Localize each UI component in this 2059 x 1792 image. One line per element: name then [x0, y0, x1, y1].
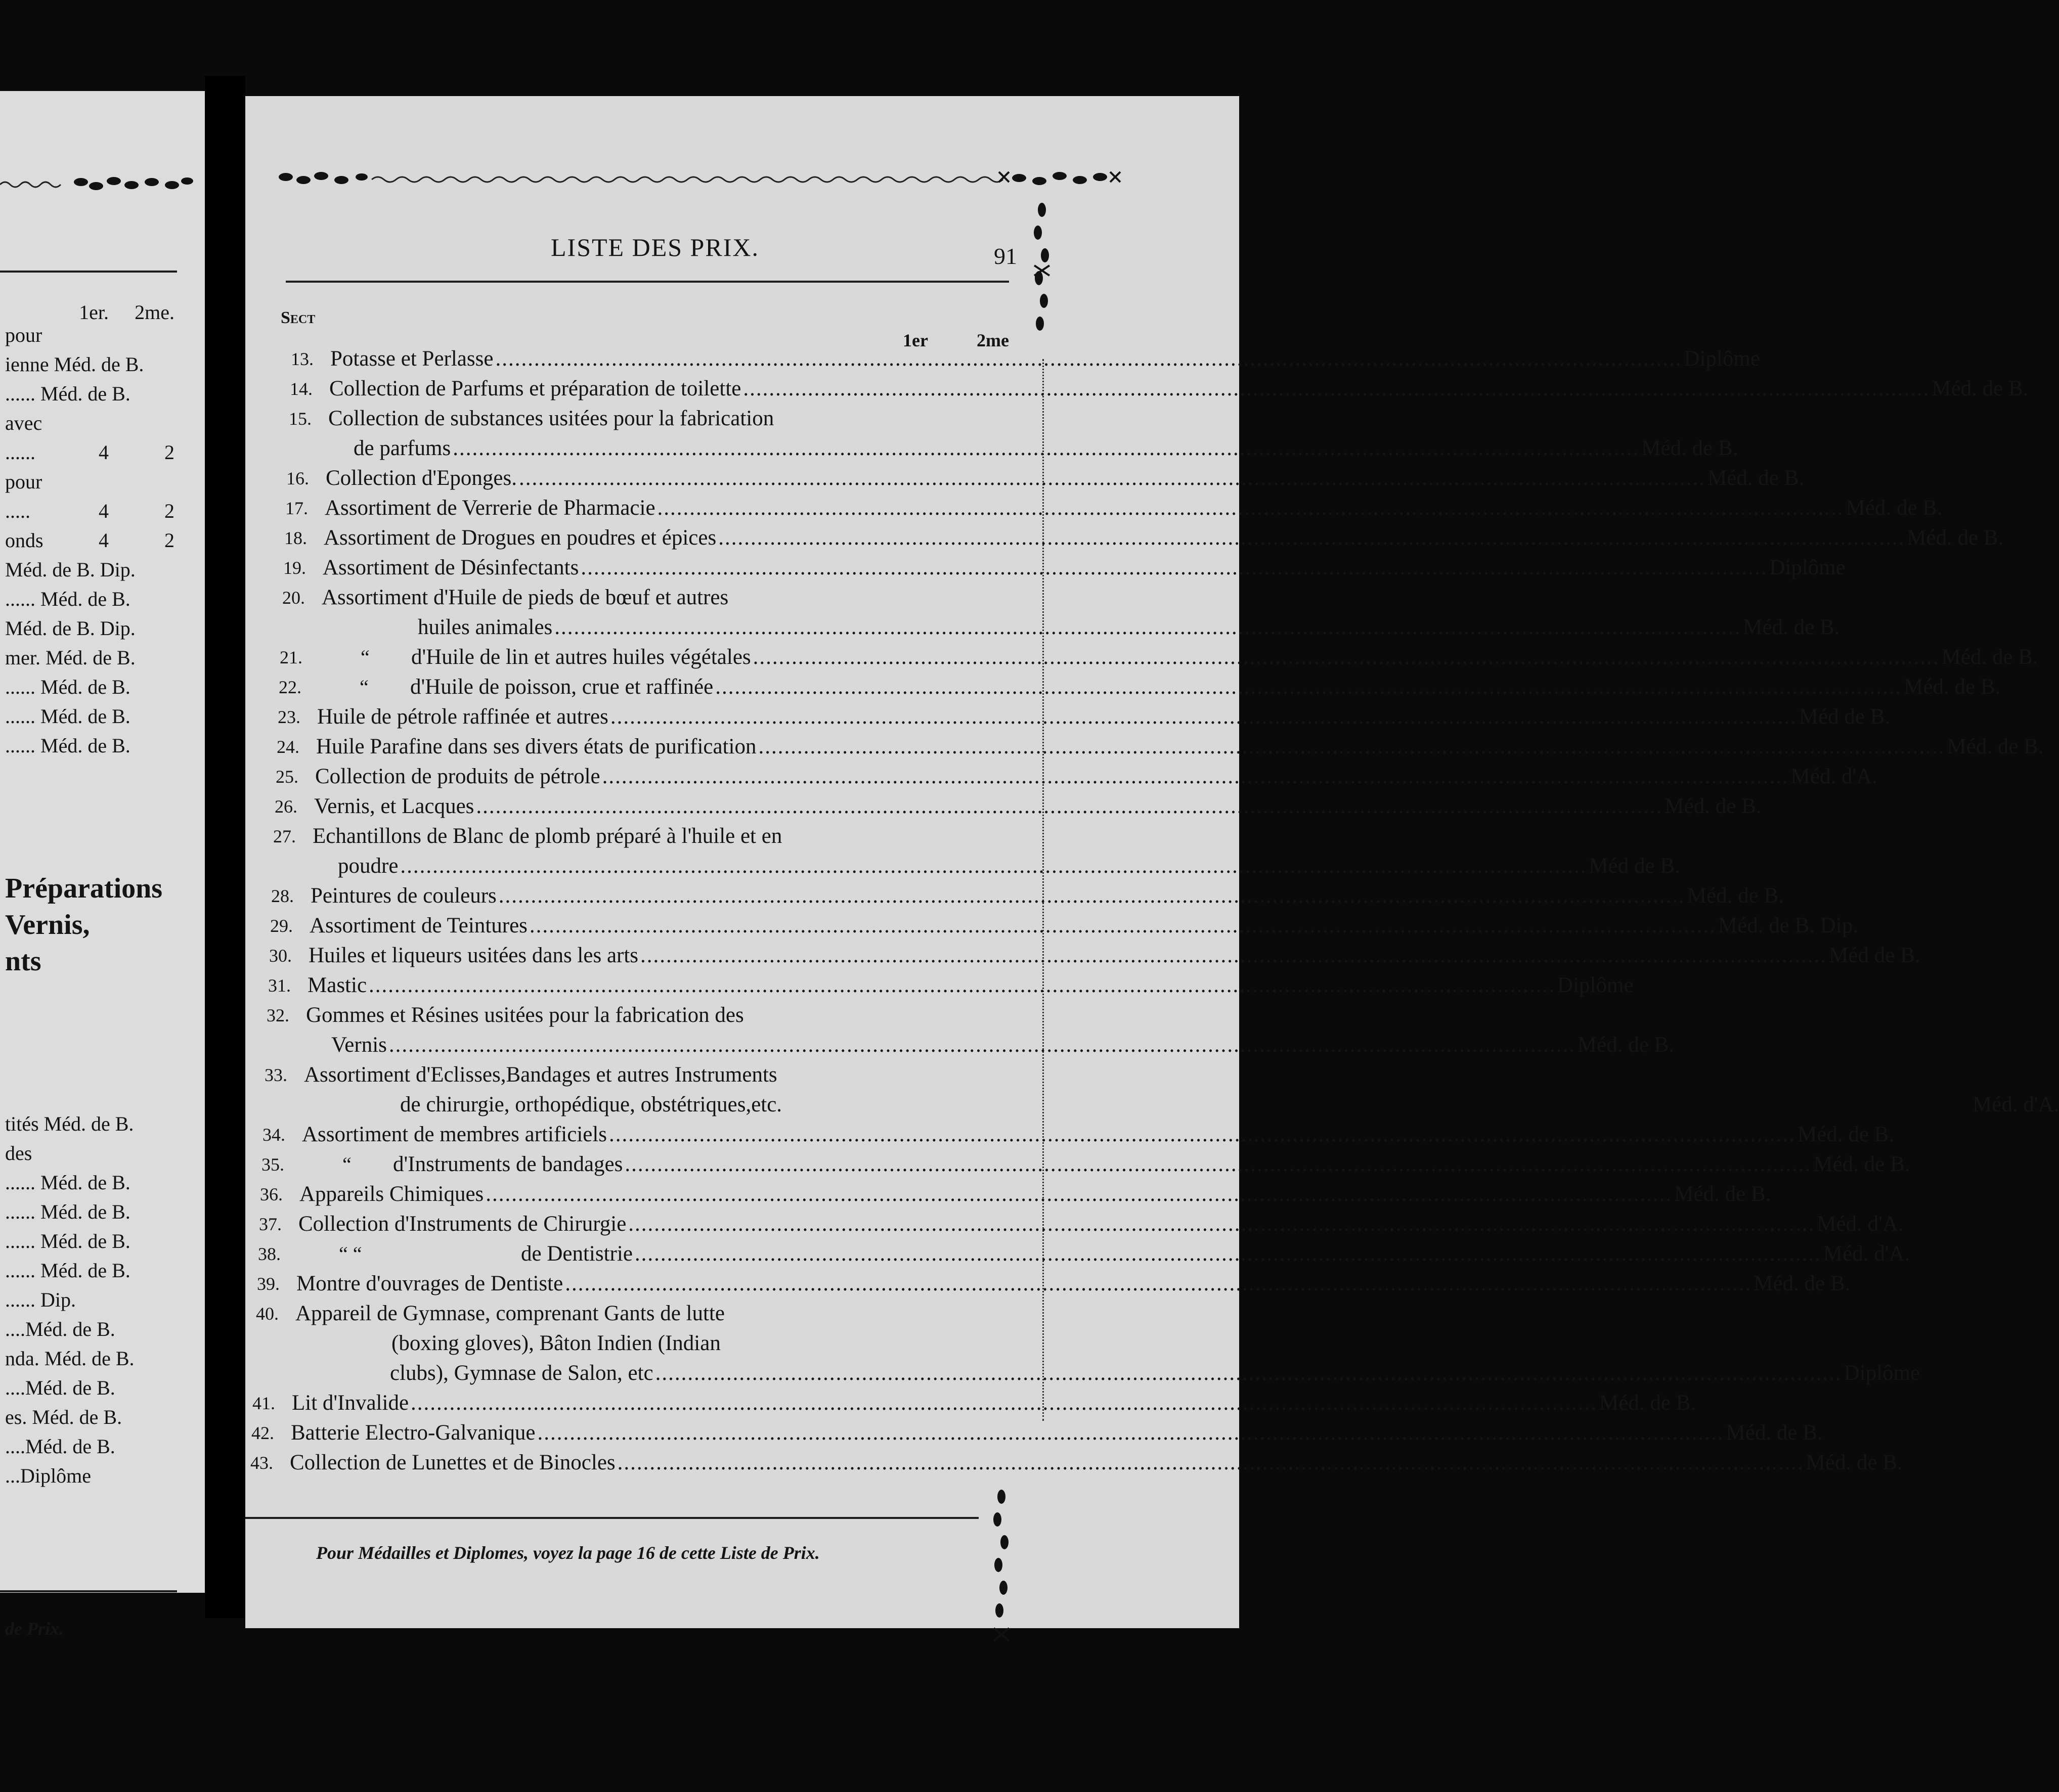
prize-entry	[262, 1119, 1895, 1150]
section-number: 31.	[268, 975, 291, 996]
left-line	[5, 380, 174, 408]
prize-entry	[290, 374, 2029, 404]
left-heading-line: nts	[5, 946, 41, 977]
entry-label: Collection de substances usitées pour la fabrication	[328, 407, 774, 430]
entry-label: Collection d'Eponges.	[326, 466, 517, 490]
left-page-fragment	[0, 91, 205, 1639]
prize-award: Méd. de B.	[1577, 1033, 1674, 1057]
page-footer: Pour Médailles et Diplomes, voyez la page 16 de cette Liste de Prix.	[316, 1543, 820, 1563]
left-line-text: ...... Méd. de B.	[5, 1171, 130, 1194]
left-line-second: 2	[164, 441, 174, 464]
section-number: 27.	[273, 826, 296, 846]
prize-award: Méd. d'A.	[1823, 1242, 1910, 1266]
section-number: 32.	[267, 1005, 289, 1025]
section-number: 41.	[252, 1393, 275, 1413]
sect-label: Sect	[281, 308, 316, 327]
vine-ornament-icon	[271, 162, 1130, 192]
leader-dots	[715, 672, 1902, 702]
left-heading-line: Vernis,	[5, 909, 90, 940]
col-second: 2me	[977, 330, 1009, 350]
left-line	[5, 350, 174, 379]
left-line	[5, 526, 174, 555]
entry-label: Assortiment d'Huile de pieds de bœuf et autres	[322, 586, 729, 609]
entry-label: Huile de pétrole raffinée et autres	[317, 705, 608, 729]
prize-entry	[281, 612, 1840, 643]
entry-label: Assortiment de membres artificiels	[302, 1123, 607, 1146]
prize-entry	[271, 881, 1784, 911]
prize-entry	[258, 1239, 1910, 1269]
section-number: 30.	[269, 946, 292, 966]
prize-entry	[279, 672, 2001, 702]
prize-entry	[257, 1269, 1851, 1299]
section-number: 16.	[286, 468, 309, 488]
left-line	[5, 702, 174, 731]
prize-award: Méd. de B.	[1907, 526, 2004, 550]
leader-dots	[400, 851, 1587, 881]
left-line	[5, 1315, 174, 1343]
prize-award: Méd. de B.	[1754, 1272, 1851, 1295]
left-line	[5, 1462, 174, 1490]
left-line-first: 4	[99, 500, 109, 522]
section-number: 13.	[291, 349, 314, 369]
leader-dots	[658, 493, 1844, 523]
entry-label: huiles animales	[418, 615, 553, 639]
prize-entry	[288, 433, 1738, 464]
section-number: 36.	[260, 1184, 283, 1204]
prize-entry	[269, 940, 1920, 971]
leader-dots	[753, 642, 1940, 673]
left-line-text: des	[5, 1142, 32, 1164]
entry-label: de parfums	[354, 436, 451, 460]
left-line	[5, 1139, 174, 1168]
leader-dots	[476, 791, 1662, 822]
entry-label: Mastic	[308, 973, 367, 997]
left-line	[5, 321, 174, 349]
entry-label: Huile Parafine dans ses divers états de purification	[316, 735, 757, 758]
left-footer: de Prix.	[5, 1619, 64, 1639]
leader-dots	[610, 702, 1797, 732]
prize-entry	[260, 1179, 1771, 1209]
left-line-first: 4	[99, 441, 109, 464]
entry-label: clubs), Gymnase de Salon, etc	[390, 1361, 653, 1385]
section-number: 39.	[257, 1274, 280, 1294]
left-line	[5, 1403, 174, 1431]
left-line	[5, 409, 174, 437]
page-gutter	[205, 76, 245, 1618]
left-line-text: ...... Méd. de B.	[5, 734, 130, 757]
prize-award: Méd. de B. Dip.	[1718, 914, 1858, 937]
section-number: 35.	[261, 1154, 284, 1175]
leader-dots	[635, 1239, 1821, 1269]
entry-label: Assortiment de Teintures	[310, 914, 528, 937]
leader-dots	[565, 1269, 1751, 1299]
entry-label: Assortiment de Verrerie de Pharmacie	[325, 496, 655, 520]
entry-label: Echantillons de Blanc de plomb préparé à l'huile et en	[313, 824, 782, 848]
prize-entry	[275, 791, 1762, 822]
entry-label: Potasse et Perlasse	[330, 347, 494, 371]
prize-entry	[291, 344, 1760, 374]
left-line	[5, 497, 174, 525]
footer-rule	[245, 1517, 979, 1519]
section-number: 34.	[262, 1125, 285, 1145]
entry-label: Collection de Parfums et préparation de toilette	[329, 377, 741, 400]
prize-entry	[283, 553, 1846, 583]
section-number: 21.	[280, 647, 302, 667]
ditto-mark: “ “	[339, 1242, 362, 1265]
left-line-text: ...... Méd. de B.	[5, 705, 130, 728]
section-number: 20.	[282, 588, 305, 608]
prize-entry	[264, 1090, 2059, 1120]
left-line-text: ....Méd. de B.	[5, 1435, 115, 1458]
prize-entry	[285, 493, 1943, 523]
page-title: LISTE DES PRIX.	[551, 233, 759, 261]
entry-label: Assortiment d'Eclisses,Bandages et autres Instruments	[304, 1063, 777, 1087]
section-number: 22.	[279, 677, 301, 697]
ditto-mark: “	[342, 1153, 352, 1176]
prize-entry	[270, 911, 1858, 941]
section-number: 19.	[283, 558, 306, 578]
left-line-text: ...Diplôme	[5, 1464, 91, 1487]
prize-entry	[268, 970, 1634, 1001]
section-number: 24.	[277, 737, 299, 757]
entry-label: Huiles et liqueurs usitées dans les arts	[309, 944, 639, 967]
left-line	[5, 673, 174, 701]
prize-entry	[286, 463, 1805, 494]
section-number: 42.	[251, 1423, 274, 1443]
left-line	[5, 1286, 174, 1314]
left-line-text: ...... Méd. de B.	[5, 382, 130, 405]
prize-entry	[253, 1358, 1920, 1388]
entry-label: d'Huile de poisson, crue et raffinée	[410, 675, 714, 699]
left-line-text: ....Méd. de B.	[5, 1376, 115, 1399]
left-line	[5, 1198, 174, 1226]
section-number: 40.	[256, 1304, 279, 1324]
prize-award: Méd. de B.	[1932, 377, 2029, 400]
entry-label: Appareil de Gymnase, comprenant Gants de lutte	[295, 1302, 725, 1325]
vine-ornament-icon	[1027, 195, 1057, 346]
leader-dots	[609, 1119, 1795, 1150]
left-line-text: ...... Dip.	[5, 1288, 76, 1311]
left-heading-line: Préparations	[5, 873, 163, 904]
page-number: 91	[994, 243, 1017, 269]
prize-entry	[252, 1388, 1696, 1418]
section-number: 26.	[275, 796, 297, 817]
left-line-text: mer. Méd. de B.	[5, 646, 136, 669]
prize-award: Méd. de B.	[1726, 1421, 1823, 1445]
left-line	[5, 1169, 174, 1197]
prize-award: Diplôme	[1684, 347, 1760, 371]
leader-dots	[625, 1149, 1811, 1180]
left-col-first: 1er.	[79, 301, 109, 324]
prize-entry	[251, 1418, 1823, 1448]
leader-dots	[486, 1179, 1672, 1209]
left-line-text: ...... Méd. de B.	[5, 1230, 130, 1252]
prize-entry	[272, 851, 1680, 881]
prize-award: Méd. d'A.	[1790, 765, 1878, 788]
entry-label: Vernis	[331, 1033, 387, 1057]
leader-dots	[538, 1418, 1724, 1448]
prize-award: Méd de B.	[1799, 705, 1891, 729]
leader-dots	[655, 1358, 1842, 1388]
prize-award: Méd. de B.	[1941, 645, 2038, 669]
left-line-text: ....Méd. de B.	[5, 1318, 115, 1340]
section-number: 29.	[270, 916, 293, 936]
leader-dots	[453, 433, 1639, 464]
entry-label: Gommes et Résines usitées pour la fabrication des	[306, 1003, 744, 1027]
prize-entry	[256, 1298, 980, 1329]
leader-dots	[499, 881, 1685, 911]
entry-label: Batterie Electro-Galvanique	[291, 1421, 536, 1445]
leader-dots	[495, 344, 1682, 374]
entry-label: Collection de Lunettes et de Binocles	[290, 1451, 616, 1474]
leader-dots	[389, 1030, 1575, 1060]
left-line-text: ...... Méd. de B.	[5, 676, 130, 698]
leader-dots	[628, 1209, 1815, 1239]
prize-entry	[255, 1328, 979, 1359]
section-number: 14.	[290, 379, 313, 399]
left-line	[5, 1227, 174, 1256]
left-line	[5, 732, 174, 760]
prize-entry	[276, 761, 1878, 792]
left-line-text: ......	[5, 441, 35, 464]
prize-award: Diplôme	[1769, 556, 1846, 579]
leader-dots	[519, 463, 1705, 494]
left-line	[5, 1432, 174, 1461]
entry-label: Collection de produits de pétrole	[315, 765, 600, 788]
leader-dots	[618, 1448, 1804, 1478]
section-number: 18.	[284, 528, 307, 548]
left-line-second: 2	[164, 500, 174, 522]
left-line-text: .....	[5, 500, 30, 522]
prize-award: Méd. d'A.	[1817, 1212, 1904, 1236]
leader-dots	[640, 940, 1827, 971]
left-line	[5, 556, 174, 584]
left-line	[5, 468, 174, 496]
left-line-text: avec	[5, 412, 42, 434]
prize-entry	[280, 642, 2038, 673]
left-line-first: 4	[99, 529, 109, 552]
prize-award: Méd. de B.	[1806, 1451, 1903, 1474]
prize-award: Méd. de B.	[1687, 884, 1784, 908]
section-number: 43.	[250, 1453, 273, 1473]
section-number: 17.	[285, 498, 308, 518]
prize-entry	[277, 732, 2044, 762]
section-number: 28.	[271, 886, 294, 906]
leader-dots	[743, 374, 1930, 404]
left-line-text: ...... Méd. de B.	[5, 1200, 130, 1223]
prize-award: Méd. de B.	[1707, 466, 1805, 490]
prize-award: Méd de B.	[1589, 854, 1680, 878]
section-number: 25.	[276, 767, 298, 787]
left-line	[5, 1345, 174, 1373]
ditto-mark: “	[361, 646, 370, 668]
prize-award: Méd. de B.	[1599, 1391, 1696, 1415]
left-line	[5, 644, 174, 672]
prize-award: Méd. de B.	[1947, 735, 2044, 758]
prize-award: Méd. de B.	[1743, 615, 1840, 639]
entry-label: Appareils Chimiques	[299, 1182, 484, 1206]
left-line-text: tités Méd. de B.	[5, 1112, 134, 1135]
section-number: 38.	[258, 1244, 281, 1264]
left-line-second: 2	[164, 529, 174, 552]
left-line-text: onds	[5, 529, 43, 552]
entry-label: d'Huile de lin et autres huiles végétales	[411, 645, 751, 669]
prize-award: Méd. de B.	[1674, 1182, 1771, 1206]
entry-label: Peintures de couleurs	[311, 884, 497, 908]
prize-award: Méd. d'A.	[1973, 1093, 2059, 1116]
prize-award: Méd. de B.	[1813, 1152, 1910, 1176]
entry-label: Assortiment de Désinfectants	[323, 556, 579, 579]
prize-entry	[278, 702, 1891, 732]
main-page	[245, 96, 2059, 1628]
entry-label: Montre d'ouvrages de Dentiste	[296, 1272, 563, 1295]
prize-entry	[250, 1448, 1903, 1478]
header-rule	[286, 281, 1009, 283]
left-line-text: es. Méd. de B.	[5, 1406, 122, 1428]
left-line-text: ...... Méd. de B.	[5, 588, 130, 610]
prize-entry	[259, 1209, 1904, 1239]
left-rule-top	[0, 271, 177, 273]
entry-label: Assortiment de Drogues en poudres et épices	[324, 526, 717, 550]
left-line-text: nda. Méd. de B.	[5, 1347, 135, 1370]
left-line	[5, 438, 174, 467]
section-number: 23.	[278, 707, 300, 727]
prize-award: Méd. de B.	[1798, 1123, 1895, 1146]
left-line	[5, 614, 174, 643]
left-line	[5, 1374, 174, 1402]
prize-entry	[261, 1149, 1910, 1180]
vine-ornament-icon	[0, 167, 197, 197]
prize-award: Méd. de B.	[1846, 496, 1943, 520]
left-line-text: Méd. de B. Dip.	[5, 617, 136, 640]
col-first: 1er	[903, 330, 928, 350]
left-line-text: pour	[5, 470, 42, 493]
prize-award: Méd. de B.	[1904, 675, 2001, 699]
prize-entry	[273, 821, 990, 852]
left-line	[5, 1110, 174, 1138]
left-line-text: ...... Méd. de B.	[5, 1259, 130, 1282]
section-number: 33.	[265, 1065, 287, 1085]
prize-entry	[265, 1060, 985, 1090]
prize-award: Diplôme	[1844, 1361, 1920, 1385]
leader-dots	[369, 970, 1555, 1001]
left-line-text: ienne Méd. de B.	[5, 353, 144, 376]
ditto-mark: “	[360, 676, 369, 698]
prize-entry	[267, 1000, 986, 1031]
left-line-text: Méd. de B. Dip.	[5, 558, 136, 581]
prize-award: Diplôme	[1557, 973, 1634, 997]
section-number: 37.	[259, 1214, 282, 1234]
vine-ornament-icon	[986, 1484, 1017, 1646]
entry-label: Vernis, et Lacques	[314, 794, 474, 818]
prize-entry	[289, 404, 1000, 434]
prize-entry	[284, 523, 2004, 553]
leader-dots	[411, 1388, 1597, 1418]
entry-label: de Dentistrie	[521, 1242, 633, 1266]
left-col-second: 2me.	[135, 301, 174, 324]
leader-dots	[530, 911, 1716, 941]
entry-label: d'Instruments de bandages	[393, 1152, 623, 1176]
leader-dots	[554, 612, 1741, 643]
leader-dots	[758, 732, 1945, 762]
leader-dots	[602, 761, 1789, 792]
prize-entry	[282, 583, 996, 613]
leader-dots	[718, 523, 1905, 553]
entry-label: de chirurgie, orthopédique, obstétriques,etc.	[400, 1093, 782, 1116]
prize-award: Méd. de B.	[1664, 794, 1762, 818]
leader-dots	[581, 553, 1767, 583]
section-number: 15.	[289, 409, 312, 429]
entry-label: Lit d'Invalide	[292, 1391, 409, 1415]
entry-label: (boxing gloves), Bâton Indien (Indian	[391, 1331, 721, 1355]
prize-award: Méd de B.	[1829, 944, 1920, 967]
prize-award: Méd. de B.	[1641, 436, 1738, 460]
entry-label: poudre	[338, 854, 399, 878]
left-line	[5, 1257, 174, 1285]
prize-entry	[266, 1030, 1674, 1060]
left-line-text: pour	[5, 324, 42, 346]
entry-label: Collection d'Instruments de Chirurgie	[298, 1212, 627, 1236]
left-rule-bottom	[0, 1590, 177, 1592]
left-line	[5, 585, 174, 613]
